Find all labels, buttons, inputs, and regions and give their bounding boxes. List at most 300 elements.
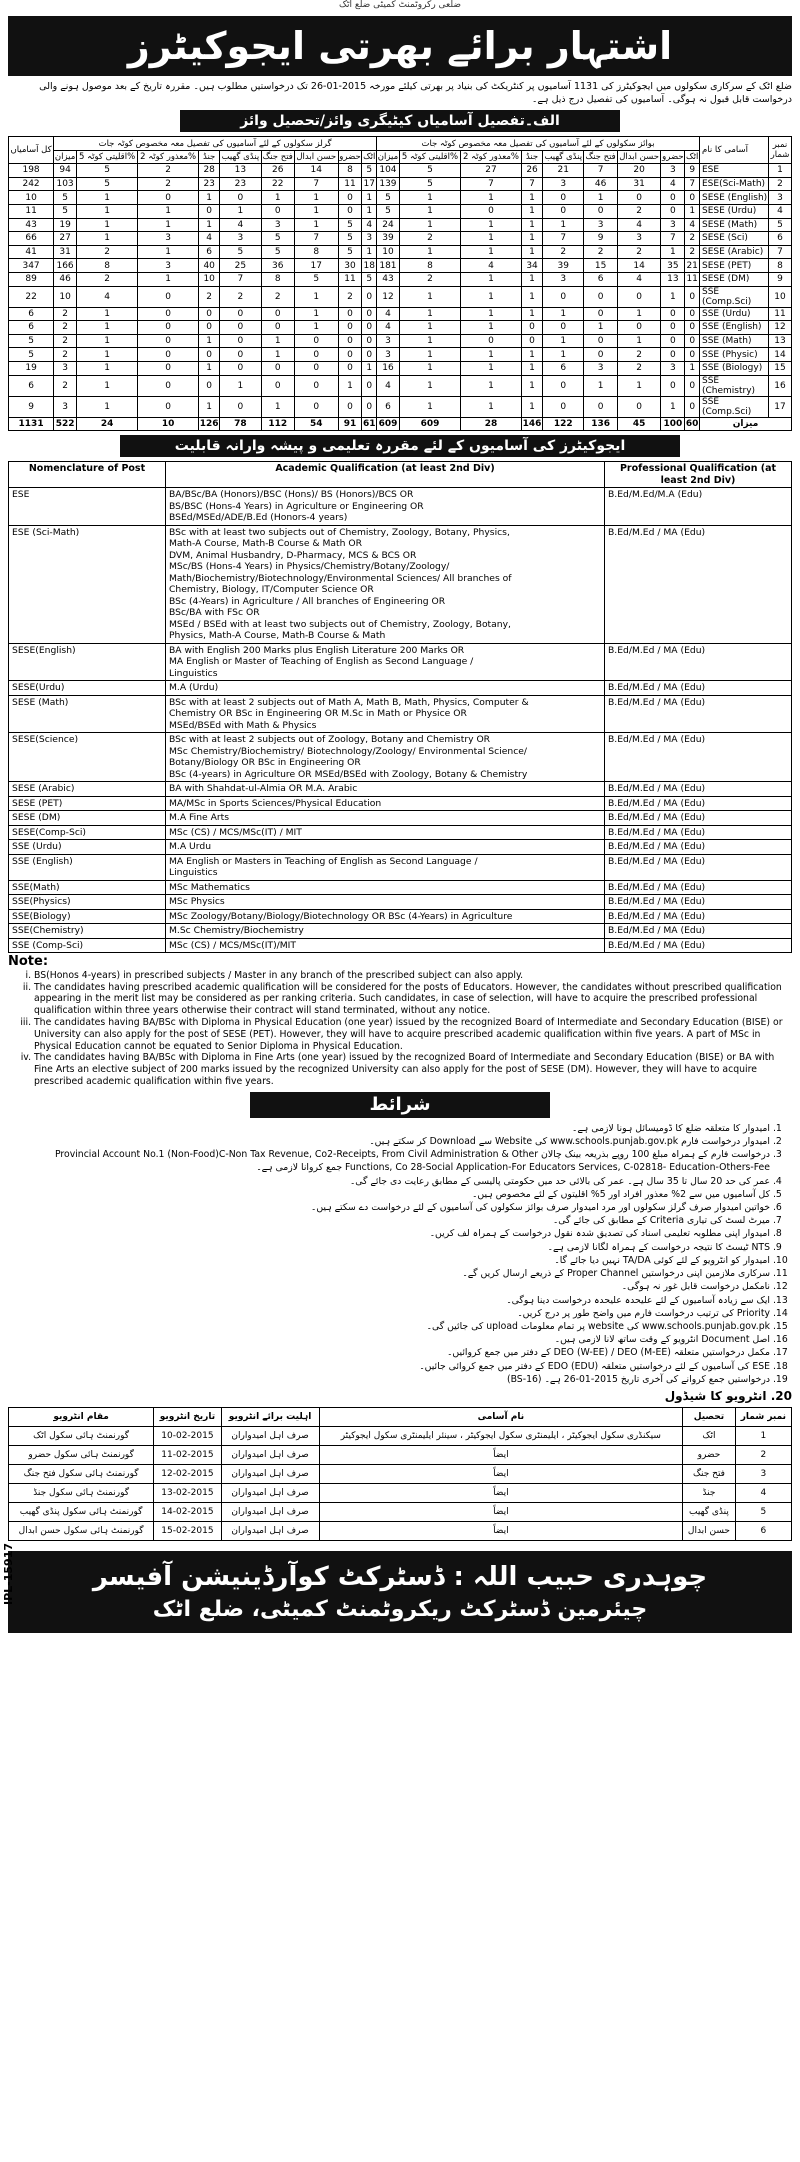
schedule-num: 20	[775, 1388, 792, 1403]
qual-post: SSE(Math)	[9, 880, 166, 895]
cell-boys: 1	[661, 396, 685, 417]
cell-girls: 103	[54, 177, 77, 191]
sub-header-boys: معذور کوٹہ 2%	[461, 150, 522, 164]
cell-girls: 1	[138, 218, 199, 232]
cell-boys: 0	[543, 375, 584, 396]
sched-header-eligibility: اہلیت برائے انٹرویو	[221, 1408, 319, 1427]
cell-boys: 7	[661, 232, 685, 246]
cell-boys: 2	[543, 245, 584, 259]
table-row	[9, 232, 792, 246]
sub-header-boys: جنڈ	[521, 150, 542, 164]
sched-posts: ایضاً	[319, 1503, 683, 1522]
cell-post: SSE (Chemistry)	[700, 375, 769, 396]
footer-name: چوہدری حبیب اللہ : ڈسٹرکٹ کوآرڈینیشن آفیسر	[92, 1562, 708, 1593]
qual-post: SESE (PET)	[9, 796, 166, 811]
cell-boys: 1	[521, 348, 542, 362]
table-row	[9, 1522, 792, 1541]
cell-boys: 0	[461, 334, 522, 348]
cell-sno: 15	[769, 361, 792, 375]
cell-boys: 1	[584, 321, 617, 335]
cell-boys: 0	[617, 286, 661, 307]
cell-girls: 4	[77, 286, 138, 307]
cell-girls: 0	[220, 348, 261, 362]
cell-girls: 30	[338, 259, 362, 273]
table-row	[9, 525, 792, 643]
cell-total: 9	[9, 396, 54, 417]
sub-header-boys: حضرو	[662, 151, 684, 162]
qual-post: SSE (Urdu)	[9, 840, 166, 855]
table-row	[9, 782, 792, 797]
cell-boys: 1	[461, 232, 522, 246]
cell-girls: 23	[199, 177, 220, 191]
total-boys: 60	[685, 418, 699, 429]
cell-girls: 0	[199, 321, 220, 335]
cell-boys: 1	[399, 218, 460, 232]
qual-academic-line: BSc with at least 2 subjects out of Zoology, Botany and Chemistry OR	[169, 734, 491, 746]
qual-post: SESE(English)	[9, 643, 166, 681]
cell-girls: 0	[338, 334, 362, 348]
sched-eligibility: صرف اہل امیدواران	[221, 1446, 319, 1465]
cell-boys: 1	[685, 204, 700, 218]
cell-boys: 0	[685, 286, 700, 307]
qual-post: SSE (Comp-Sci)	[9, 938, 166, 953]
sched-tehsil: حسن ابدال	[683, 1522, 736, 1541]
sub-header-row	[9, 150, 792, 164]
sched-posts: سیکنڈری سکول ایجوکیٹر ، ایلیمنٹری سکول ایجوکیٹر ، سینئر ایلیمنٹری سکول ایجوکیٹر	[319, 1427, 683, 1446]
page-title: اشتہار برائے بھرتی ایجوکیٹرز	[8, 16, 792, 76]
table-row	[9, 880, 792, 895]
term-item: 11. سرکاری ملازمین اپنی درخواستیں Proper Channel کے ذریعے ارسال کریں گے۔	[8, 1267, 770, 1280]
cell-girls: 0	[362, 396, 377, 417]
total-grand: 1131	[9, 417, 54, 431]
qual-academic-line: Chemistry OR BSc in Engineering OR M.Sc in Math or Physice OR	[169, 708, 467, 720]
cell-sno: 14	[769, 348, 792, 362]
cell-girls: 5	[77, 164, 138, 178]
table-row	[9, 924, 792, 939]
qual-header-academic: Academic Qualification (at least 2nd Div)	[166, 462, 605, 488]
cell-girls: 1	[77, 191, 138, 205]
cell-girls: 2	[54, 321, 77, 335]
cell-girls: 5	[261, 245, 294, 259]
term-item: 3. درخواست فارم کے ہمراہ مبلغ 100 روپے بذریعہ بینک چالان Provincial Account No.1 (Non-Food)C-Non Tax Revenue, Co2-Receipts, From Civil Administration & Other Functions, Co 28-Social Application-For Educators Services, C-02818- Education-Others-Fee جمع کروانا لازمی ہے۔	[8, 1148, 770, 1174]
qual-post: SSE(Biology)	[9, 909, 166, 924]
cell-girls: 10	[54, 286, 77, 307]
cell-girls: 1	[138, 272, 199, 286]
cell-boys: 0	[584, 307, 617, 321]
qual-academic-line: Physics, Math-A Course, Math-B Course & Math	[169, 630, 386, 642]
cell-boys: 1	[399, 245, 460, 259]
posts-body	[9, 164, 792, 431]
qual-academic-line: Linguistics	[169, 867, 218, 879]
sched-header-venue: مقام انٹرویو	[9, 1408, 154, 1427]
cell-girls: 1	[138, 245, 199, 259]
qual-professional: B.Ed/M.Ed / MA (Edu)	[605, 733, 792, 782]
cell-girls: 0	[220, 361, 261, 375]
sub-header-girls: فتح جنگ	[262, 151, 293, 162]
qual-post: SSE (English)	[9, 854, 166, 880]
note-item: iv. The candidates having BA/BSc with Diploma in Fine Arts (one year) issued by the recognized Board of Intermediate and Secondary Education (BISE) or BA with Fine Arts an elective subject of 200 marks issued by the recognized University can also apply for the post of SESE (DM). However, they will have to acquire prescribed academic qualification within five years.	[34, 1052, 792, 1087]
cell-girls: 0	[362, 286, 377, 307]
cell-girls: 8	[261, 272, 294, 286]
term-item: 10. امیدوار کو انٹرویو کے لئے کوئی TA/DA نہیں دیا جائے گا۔	[8, 1254, 770, 1267]
table-row	[9, 811, 792, 826]
total-boys: 100	[661, 417, 685, 431]
cell-boys: 0	[584, 396, 617, 417]
cell-girls: 0	[294, 348, 338, 362]
cell-girls: 2	[77, 245, 138, 259]
cell-girls: 1	[362, 361, 377, 375]
cell-post: SESE (Arabic)	[700, 245, 769, 259]
qualification-table	[8, 461, 792, 953]
posts-table	[8, 136, 792, 431]
cell-boys: 5	[399, 177, 460, 191]
qual-post: SESE(Comp-Sci)	[9, 825, 166, 840]
cell-girls: 0	[261, 321, 294, 335]
cell-girls: 6	[199, 245, 220, 259]
cell-girls: 1	[77, 396, 138, 417]
cell-girls: 25	[220, 259, 261, 273]
qual-professional: B.Ed/M.Ed / MA (Edu)	[605, 840, 792, 855]
cell-girls: 1	[261, 191, 294, 205]
cell-girls: 0	[220, 334, 261, 348]
cell-sno: 1	[769, 164, 792, 178]
cell-girls: 1	[77, 361, 138, 375]
cell-boys: 139	[377, 177, 400, 191]
cell-boys: 35	[661, 259, 685, 273]
cell-boys: 1	[461, 245, 522, 259]
total-girls: 10	[138, 417, 199, 431]
qual-academic	[166, 811, 605, 826]
cell-post: SSE (Physic)	[700, 348, 769, 362]
qual-academic-line: M.A Urdu	[169, 841, 212, 853]
qual-academic	[166, 840, 605, 855]
qual-post: SSE(Physics)	[9, 895, 166, 910]
cell-boys: 1	[461, 348, 522, 362]
cell-girls: 2	[54, 334, 77, 348]
qual-academic-line: MSEd/BSEd with Math & Physics	[169, 719, 317, 731]
cell-girls: 1	[77, 204, 138, 218]
cell-boys: 0	[584, 286, 617, 307]
qual-academic-line: M.Sc Chemistry/Biochemistry	[169, 925, 304, 937]
cell-boys: 3	[377, 334, 400, 348]
cell-girls: 0	[294, 361, 338, 375]
sched-date: 14-02-2015	[154, 1503, 221, 1522]
qual-academic	[166, 525, 605, 643]
cell-girls: 0	[199, 204, 220, 218]
table-row	[9, 825, 792, 840]
cell-girls: 0	[261, 307, 294, 321]
sub-header-boys: پنڈی گھیب	[544, 151, 583, 162]
qual-academic-line: MA/MSc in Sports Sciences/Physical Education	[169, 797, 382, 809]
cell-post: SSE (English)	[700, 321, 769, 335]
terms-list	[8, 1122, 792, 1386]
qual-academic-line: M.A (Urdu)	[169, 682, 219, 694]
cell-boys: 7	[543, 232, 584, 246]
cell-girls: 0	[138, 286, 199, 307]
cell-boys: 0	[521, 321, 542, 335]
qual-professional: B.Ed/M.Ed/M.A (Edu)	[605, 488, 792, 526]
cell-post: SESE (DM)	[700, 272, 769, 286]
cell-boys: 7	[521, 177, 542, 191]
sub-header-girls: پنڈی گھیب	[221, 151, 260, 162]
cell-girls: 0	[294, 396, 338, 417]
cell-boys: 0	[461, 204, 522, 218]
cell-boys: 0	[543, 191, 584, 205]
cell-boys: 0	[661, 375, 685, 396]
sched-sno: 2	[735, 1446, 791, 1465]
term-item: 17. مکمل درخواستیں متعلقہ DEO (W-EE) / DEO (M-EE) کے دفتر میں جمع کروائیں۔	[8, 1346, 770, 1359]
cell-post: SSE (Biology)	[700, 361, 769, 375]
qual-professional: B.Ed/M.Ed / MA (Edu)	[605, 938, 792, 953]
sched-posts: ایضاً	[319, 1465, 683, 1484]
qual-post: SESE (Arabic)	[9, 782, 166, 797]
cell-boys: 0	[685, 375, 700, 396]
qual-academic-line: BS/BSC (Hons-4 Years) in Agriculture or Engineering OR	[169, 500, 424, 512]
cell-girls: 0	[138, 321, 199, 335]
cell-girls: 1	[220, 375, 261, 396]
cell-boys: 1	[521, 204, 542, 218]
term-item: 14. Priority کی ترتیب درخواست فارم میں واضح طور پر درج کریں۔	[8, 1307, 770, 1320]
sched-posts: ایضاً	[319, 1484, 683, 1503]
qual-academic-line: Chemistry, Biology, IT/Computer Science OR	[169, 584, 374, 596]
qual-academic-line: MSc Physics	[169, 896, 225, 908]
cell-boys: 1	[399, 204, 460, 218]
cell-boys: 39	[543, 259, 584, 273]
cell-girls: 40	[199, 259, 220, 273]
cell-boys: 0	[685, 348, 700, 362]
cell-girls: 0	[362, 307, 377, 321]
cell-sno: 11	[769, 307, 792, 321]
term-item: 19. درخواستیں جمع کروانے کی آخری تاریخ 2015-01-26 ہے۔ (BS-16)	[8, 1373, 770, 1386]
cell-boys: 1	[461, 218, 522, 232]
cell-boys: 181	[377, 259, 400, 273]
qual-academic	[166, 880, 605, 895]
sched-venue: گورنمنٹ ہائی سکول اٹک	[9, 1427, 154, 1446]
sched-tehsil: پنڈی گھیب	[683, 1503, 736, 1522]
qual-post: ESE	[9, 488, 166, 526]
qual-professional: B.Ed/M.Ed / MA (Edu)	[605, 782, 792, 797]
sub-header-girls: حسن ابدال	[296, 151, 337, 162]
qual-body	[9, 488, 792, 953]
cell-boys: 1	[399, 361, 460, 375]
total-boys: 136	[584, 417, 617, 431]
qual-academic-line: BA with Shahdat-ul-Almia OR M.A. Arabic	[169, 783, 358, 795]
qual-academic-line: MSc Chemistry/Biochemistry/ Biotechnology/Zoology/ Environmental Science/	[169, 745, 528, 757]
cell-boys: 7	[461, 177, 522, 191]
cell-boys: 0	[661, 321, 685, 335]
cell-girls: 5	[338, 245, 362, 259]
term-item: 18. ESE کی آسامیوں کے لئے درخواستیں متعلقہ EDO (EDU) کے دفتر میں جمع کروائی جائیں۔	[8, 1360, 770, 1373]
total-boys: 609	[377, 417, 400, 431]
cell-girls: 5	[261, 232, 294, 246]
cell-girls: 8	[294, 245, 338, 259]
qual-professional: B.Ed/M.Ed / MA (Edu)	[605, 924, 792, 939]
qual-professional: B.Ed/M.Ed / MA (Edu)	[605, 825, 792, 840]
cell-girls: 1	[77, 232, 138, 246]
cell-boys: 1	[461, 375, 522, 396]
cell-girls: 22	[261, 177, 294, 191]
footer-role: چیئرمین ڈسٹرکٹ ریکروٹمنٹ کمیٹی، ضلع اٹک	[152, 1597, 648, 1623]
term-item: 2. امیدوار درخواست فارم www.schools.punjab.gov.pk کی Website سے Download کر سکتے ہیں۔	[8, 1135, 770, 1148]
cell-girls: 1	[77, 375, 138, 396]
cell-boys: 21	[543, 164, 584, 178]
sub-header-girls: جنڈ	[199, 150, 220, 164]
cell-girls: 2	[54, 348, 77, 362]
qual-academic	[166, 695, 605, 733]
qual-professional: B.Ed/M.Ed / MA (Edu)	[605, 681, 792, 696]
table-row	[9, 1427, 792, 1446]
table-row	[9, 796, 792, 811]
cell-girls: 19	[54, 218, 77, 232]
cell-boys: 3	[661, 164, 685, 178]
cell-boys: 4	[461, 259, 522, 273]
cell-girls: 8	[338, 164, 362, 178]
total-girls: 126	[199, 418, 219, 429]
qual-academic-line: BSc/BA with FSc OR	[169, 607, 260, 619]
sub-header-boys: اٹک	[686, 151, 699, 162]
footer-banner	[8, 1551, 792, 1633]
schedule-table	[8, 1407, 792, 1541]
cell-boys: 3	[543, 177, 584, 191]
cell-boys: 4	[377, 307, 400, 321]
qual-academic-line: BSc with at least 2 subjects out of Math A, Math B, Math, Physics, Computer &	[169, 696, 529, 708]
qual-academic-line: Botany/Biology OR BSc in Engineering OR	[169, 757, 361, 769]
cell-boys: 0	[617, 321, 661, 335]
cell-girls: 2	[138, 177, 199, 191]
term-item: 4. عمر کی حد 20 سال تا 35 سال ہے۔ عمر کی بالائی حد میں حکومتی پالیسی کے مطابق رعایت دی جائے گی۔	[8, 1175, 770, 1188]
cell-boys: 27	[461, 164, 522, 178]
cell-girls: 10	[199, 272, 220, 286]
cell-boys: 0	[661, 307, 685, 321]
cell-girls: 0	[199, 348, 220, 362]
cell-boys: 3	[661, 361, 685, 375]
cell-boys: 3	[661, 218, 685, 232]
qual-academic-line: BSc (4-Years) in Agriculture / All branches of Engineering OR	[169, 595, 446, 607]
cell-girls: 0	[138, 361, 199, 375]
sub-header-girls: معذور کوٹہ 2%	[138, 150, 199, 164]
cell-boys: 0	[661, 334, 685, 348]
sched-tehsil: جنڈ	[683, 1484, 736, 1503]
cell-post: SSE (Math)	[700, 334, 769, 348]
cell-boys: 0	[661, 204, 685, 218]
table-row	[9, 1503, 792, 1522]
cell-boys: 1	[399, 396, 460, 417]
cell-sno: 10	[769, 286, 792, 307]
cell-girls: 26	[261, 164, 294, 178]
cell-girls: 1	[362, 245, 377, 259]
qual-academic-line: MSc Mathematics	[169, 881, 250, 893]
cell-boys: 1	[617, 375, 661, 396]
qual-professional: B.Ed/M.Ed / MA (Edu)	[605, 796, 792, 811]
cell-girls: 5	[77, 177, 138, 191]
qual-academic	[166, 909, 605, 924]
table-row	[9, 307, 792, 321]
cell-boys: 1	[521, 272, 542, 286]
qual-academic	[166, 895, 605, 910]
cell-total: 66	[9, 232, 54, 246]
qual-academic-line: MSc/BS (Hons-4 Years) in Physics/Chemistry/Botany/Zoology/	[169, 561, 450, 573]
sched-date: 11-02-2015	[154, 1446, 221, 1465]
cell-boys: 6	[584, 272, 617, 286]
intro-text: ضلع اٹک کے سرکاری سکولوں میں ایجوکیٹرز کی 1131 آسامیوں پر کنٹریکٹ کی بنیاد پر بھرتی کیلئے مورخہ 2015-01-26 تک درخواستیں مطلوب ہیں۔ مقررہ تاریخ کے بعد موصول ہونے والی درخواست قابل قبول نہ ہوگی۔ آسامیوں کی تفصیل درج ذیل ہے۔	[39, 81, 792, 105]
term-item: 7. میرٹ لسٹ کی تیاری Criteria کے مطابق کی جائے گی۔	[8, 1214, 770, 1227]
sched-tehsil: فتح جنگ	[683, 1465, 736, 1484]
sched-posts: ایضاً	[319, 1522, 683, 1541]
total-boys: 122	[543, 417, 584, 431]
total-boys: 609	[399, 417, 460, 431]
table-row	[9, 1484, 792, 1503]
cell-girls: 0	[261, 375, 294, 396]
cell-girls: 0	[362, 348, 377, 362]
cell-boys: 4	[617, 272, 661, 286]
cell-girls: 3	[220, 232, 261, 246]
cell-girls: 1	[77, 218, 138, 232]
cell-girls: 0	[338, 361, 362, 375]
cell-boys: 0	[617, 396, 661, 417]
cell-girls: 1	[138, 204, 199, 218]
cell-girls: 0	[138, 191, 199, 205]
table-row	[9, 681, 792, 696]
cell-boys: 0	[584, 204, 617, 218]
cell-boys: 1	[399, 348, 460, 362]
cell-sno: 17	[769, 396, 792, 417]
term-item: 9. NTS ٹیسٹ کا نتیجہ درخواست کے ہمراہ لگانا لازمی ہے۔	[8, 1241, 770, 1254]
cell-girls: 0	[338, 396, 362, 417]
qual-professional: B.Ed/M.Ed / MA (Edu)	[605, 695, 792, 733]
qual-academic-line: MSc (CS) / MCS/MSc(IT)/MIT	[169, 939, 296, 951]
qual-academic-line: M.A Fine Arts	[169, 812, 230, 824]
cell-girls: 0	[261, 204, 294, 218]
sched-date: 12-02-2015	[154, 1465, 221, 1484]
cell-girls: 31	[54, 245, 77, 259]
cell-sno: 13	[769, 334, 792, 348]
cell-sno: 5	[769, 218, 792, 232]
table-row	[9, 733, 792, 782]
cell-total: 43	[9, 218, 54, 232]
qual-academic	[166, 488, 605, 526]
cell-boys: 3	[543, 272, 584, 286]
table-row	[9, 396, 792, 417]
cell-boys: 4	[617, 218, 661, 232]
sub-header-girls: میزان	[54, 151, 76, 162]
cell-sno: 3	[769, 191, 792, 205]
table-row	[9, 840, 792, 855]
cell-girls: 7	[220, 272, 261, 286]
cell-boys: 1	[661, 286, 685, 307]
sched-posts: ایضاً	[319, 1446, 683, 1465]
table-row	[9, 854, 792, 880]
col-sno: نمبر شمار	[769, 137, 792, 164]
qual-post: SESE (Math)	[9, 695, 166, 733]
cell-boys: 24	[377, 218, 400, 232]
cell-boys: 1	[521, 191, 542, 205]
qual-academic-line: BSc (4-years) in Agriculture OR MSEd/BSEd with Zoology, Botany & Chemistry	[169, 768, 528, 780]
total-boys: 45	[617, 417, 661, 431]
cell-boys: 0	[543, 286, 584, 307]
cell-girls: 3	[54, 396, 77, 417]
cell-boys: 1	[543, 218, 584, 232]
sched-eligibility: صرف اہل امیدواران	[221, 1503, 319, 1522]
total-boys: 28	[461, 417, 522, 431]
cell-boys: 1	[617, 334, 661, 348]
totals-row	[9, 417, 792, 431]
qual-academic-line: Math/Biochemistry/Biotechnology/Environmental Sciences/ All branches of	[169, 572, 512, 584]
sub-header-boys: حسن ابدال	[619, 151, 659, 162]
cell-girls: 2	[199, 286, 220, 307]
cell-girls: 0	[138, 348, 199, 362]
table-row	[9, 204, 792, 218]
cell-girls: 3	[138, 259, 199, 273]
